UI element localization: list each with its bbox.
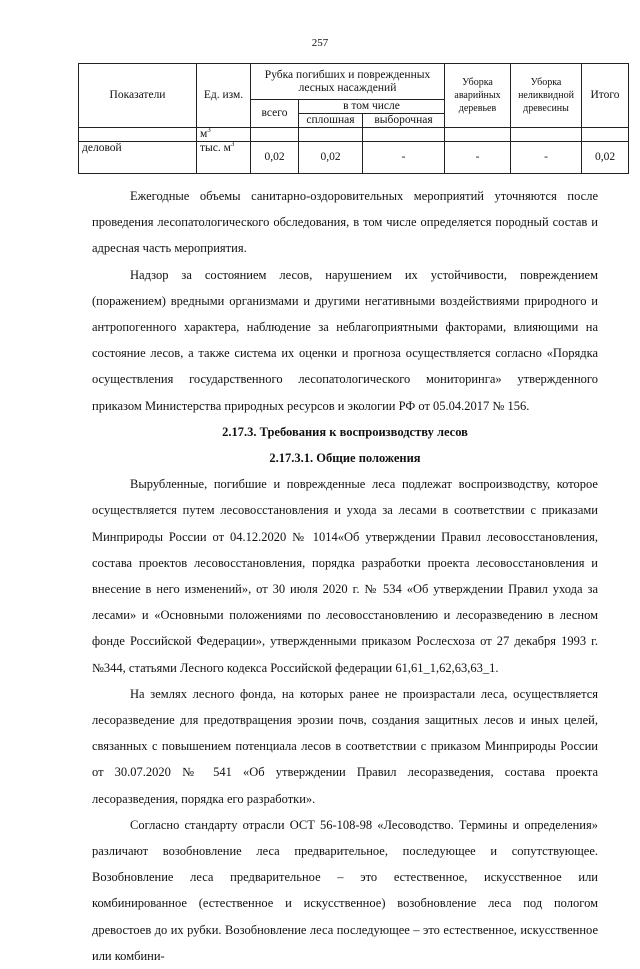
subsection-heading: 2.17.3.1. Общие положения xyxy=(269,451,421,466)
row-illiquid-value: - xyxy=(511,142,582,174)
unit-row-label xyxy=(79,128,197,142)
header-including: в том числе xyxy=(299,100,445,114)
header-emergency-trees: Уборка аварийных деревьев xyxy=(445,64,511,128)
row-unit: тыс. $м^3$ xyxy=(197,142,251,174)
row-clear-value: 0,02 xyxy=(299,142,363,174)
paragraph-supervision: Надзор за состоянием лесов, нарушением их устойчивости, повреждением (поражением) вредными организмами и другими негативными воздействиями природного и антропогенного характера, наблюдение за неблагоприятными факторами, влияющими на состояние лесов, а также система их оценки и прогноза осуществляется согласно «Порядка осуществления государственного лесопатологического мониторинга» утвержденного приказом Министерства природных ресурсов и экологии РФ от 05.04.2017 № 156. xyxy=(92,267,598,413)
unit-row xyxy=(79,128,629,142)
row-label: деловой xyxy=(79,142,197,174)
paragraph-afforestation: На землях лесного фонда, на которых ранее не произрастали леса, осуществляется лесоразведение для предотвращения эрозии почв, создания защитных лесов и иных целей, связанных с повышением потенциала лесов в соответствии с приказом Минприроды России от 30.07.2020 № 541 «Об утверждении Правил лесоразведения, состава проекта лесоразведения, порядка его разработки». xyxy=(92,686,598,806)
paragraph-sanitary: Ежегодные объемы санитарно-оздоровительных мероприятий уточняются после проведения лесопатологического обследования, в том числе определяется породный состав и адресная часть мероприятия. xyxy=(92,189,598,256)
section-heading: 2.17.3. Требования к воспроизводству лесов xyxy=(222,424,468,439)
header-clear-cut: сплошная xyxy=(299,114,363,128)
header-indicators: Показатели xyxy=(79,64,197,128)
table-row xyxy=(79,142,629,174)
header-total: Итого xyxy=(582,64,629,128)
header-felling: Рубка погибших и поврежденных лесных насаждений xyxy=(251,64,445,100)
row-sum-value: 0,02 xyxy=(582,142,629,174)
header-all: всего xyxy=(251,100,299,128)
document-body xyxy=(92,183,598,969)
header-selective-cut: выборочная xyxy=(363,114,445,128)
row-emergency-value: - xyxy=(445,142,511,174)
unit-row-unit: $м^3$ xyxy=(197,128,251,142)
row-total-value: 0,02 xyxy=(251,142,299,174)
header-unit: Ед. изм. xyxy=(197,64,251,128)
paragraph-regeneration: Согласно стандарту отрасли ОСТ 56-108-98 «Лесоводство. Термины и определения» различают возобновление леса предварительное, последующее и сопутствующее. Возобновление леса предварительное – это естественное, искусственное или комбинированное (естественное и искусственное) возобновление леса под пологом древостоев до их рубки. Возобновление леса последующее – это естественное, искусственное или комбини- xyxy=(92,817,598,963)
header-illiquid-wood: Уборка неликвидной древесины xyxy=(511,64,582,128)
row-selective-value: - xyxy=(363,142,445,174)
felling-volume-table xyxy=(78,63,629,174)
paragraph-reproduction: Вырубленные, погибшие и поврежденные леса подлежат воспроизводству, которое осуществляется путем лесовосстановления и ухода за лесами в соответствии с приказами Минприроды России от 04.12.2020 № 1014«Об утверждении Правил лесовосстановления, состава проектов лесовосстановления, порядка разработки проекта лесовосстановления и внесение в него изменений», от 30 июля 2020 г. № 534 «Об утверждении Правил ухода за лесами» и «Основными положениями по лесовосстановлению и лесоразведению в лесном фонде Российской Федерации», утвержденными приказом Рослесхоза от 27 декабря 1993 г. №344, статьями Лесного кодекса Российской федерации 61,61_1,62,63,63_1. xyxy=(92,477,598,675)
page-number: 257 xyxy=(311,37,329,49)
